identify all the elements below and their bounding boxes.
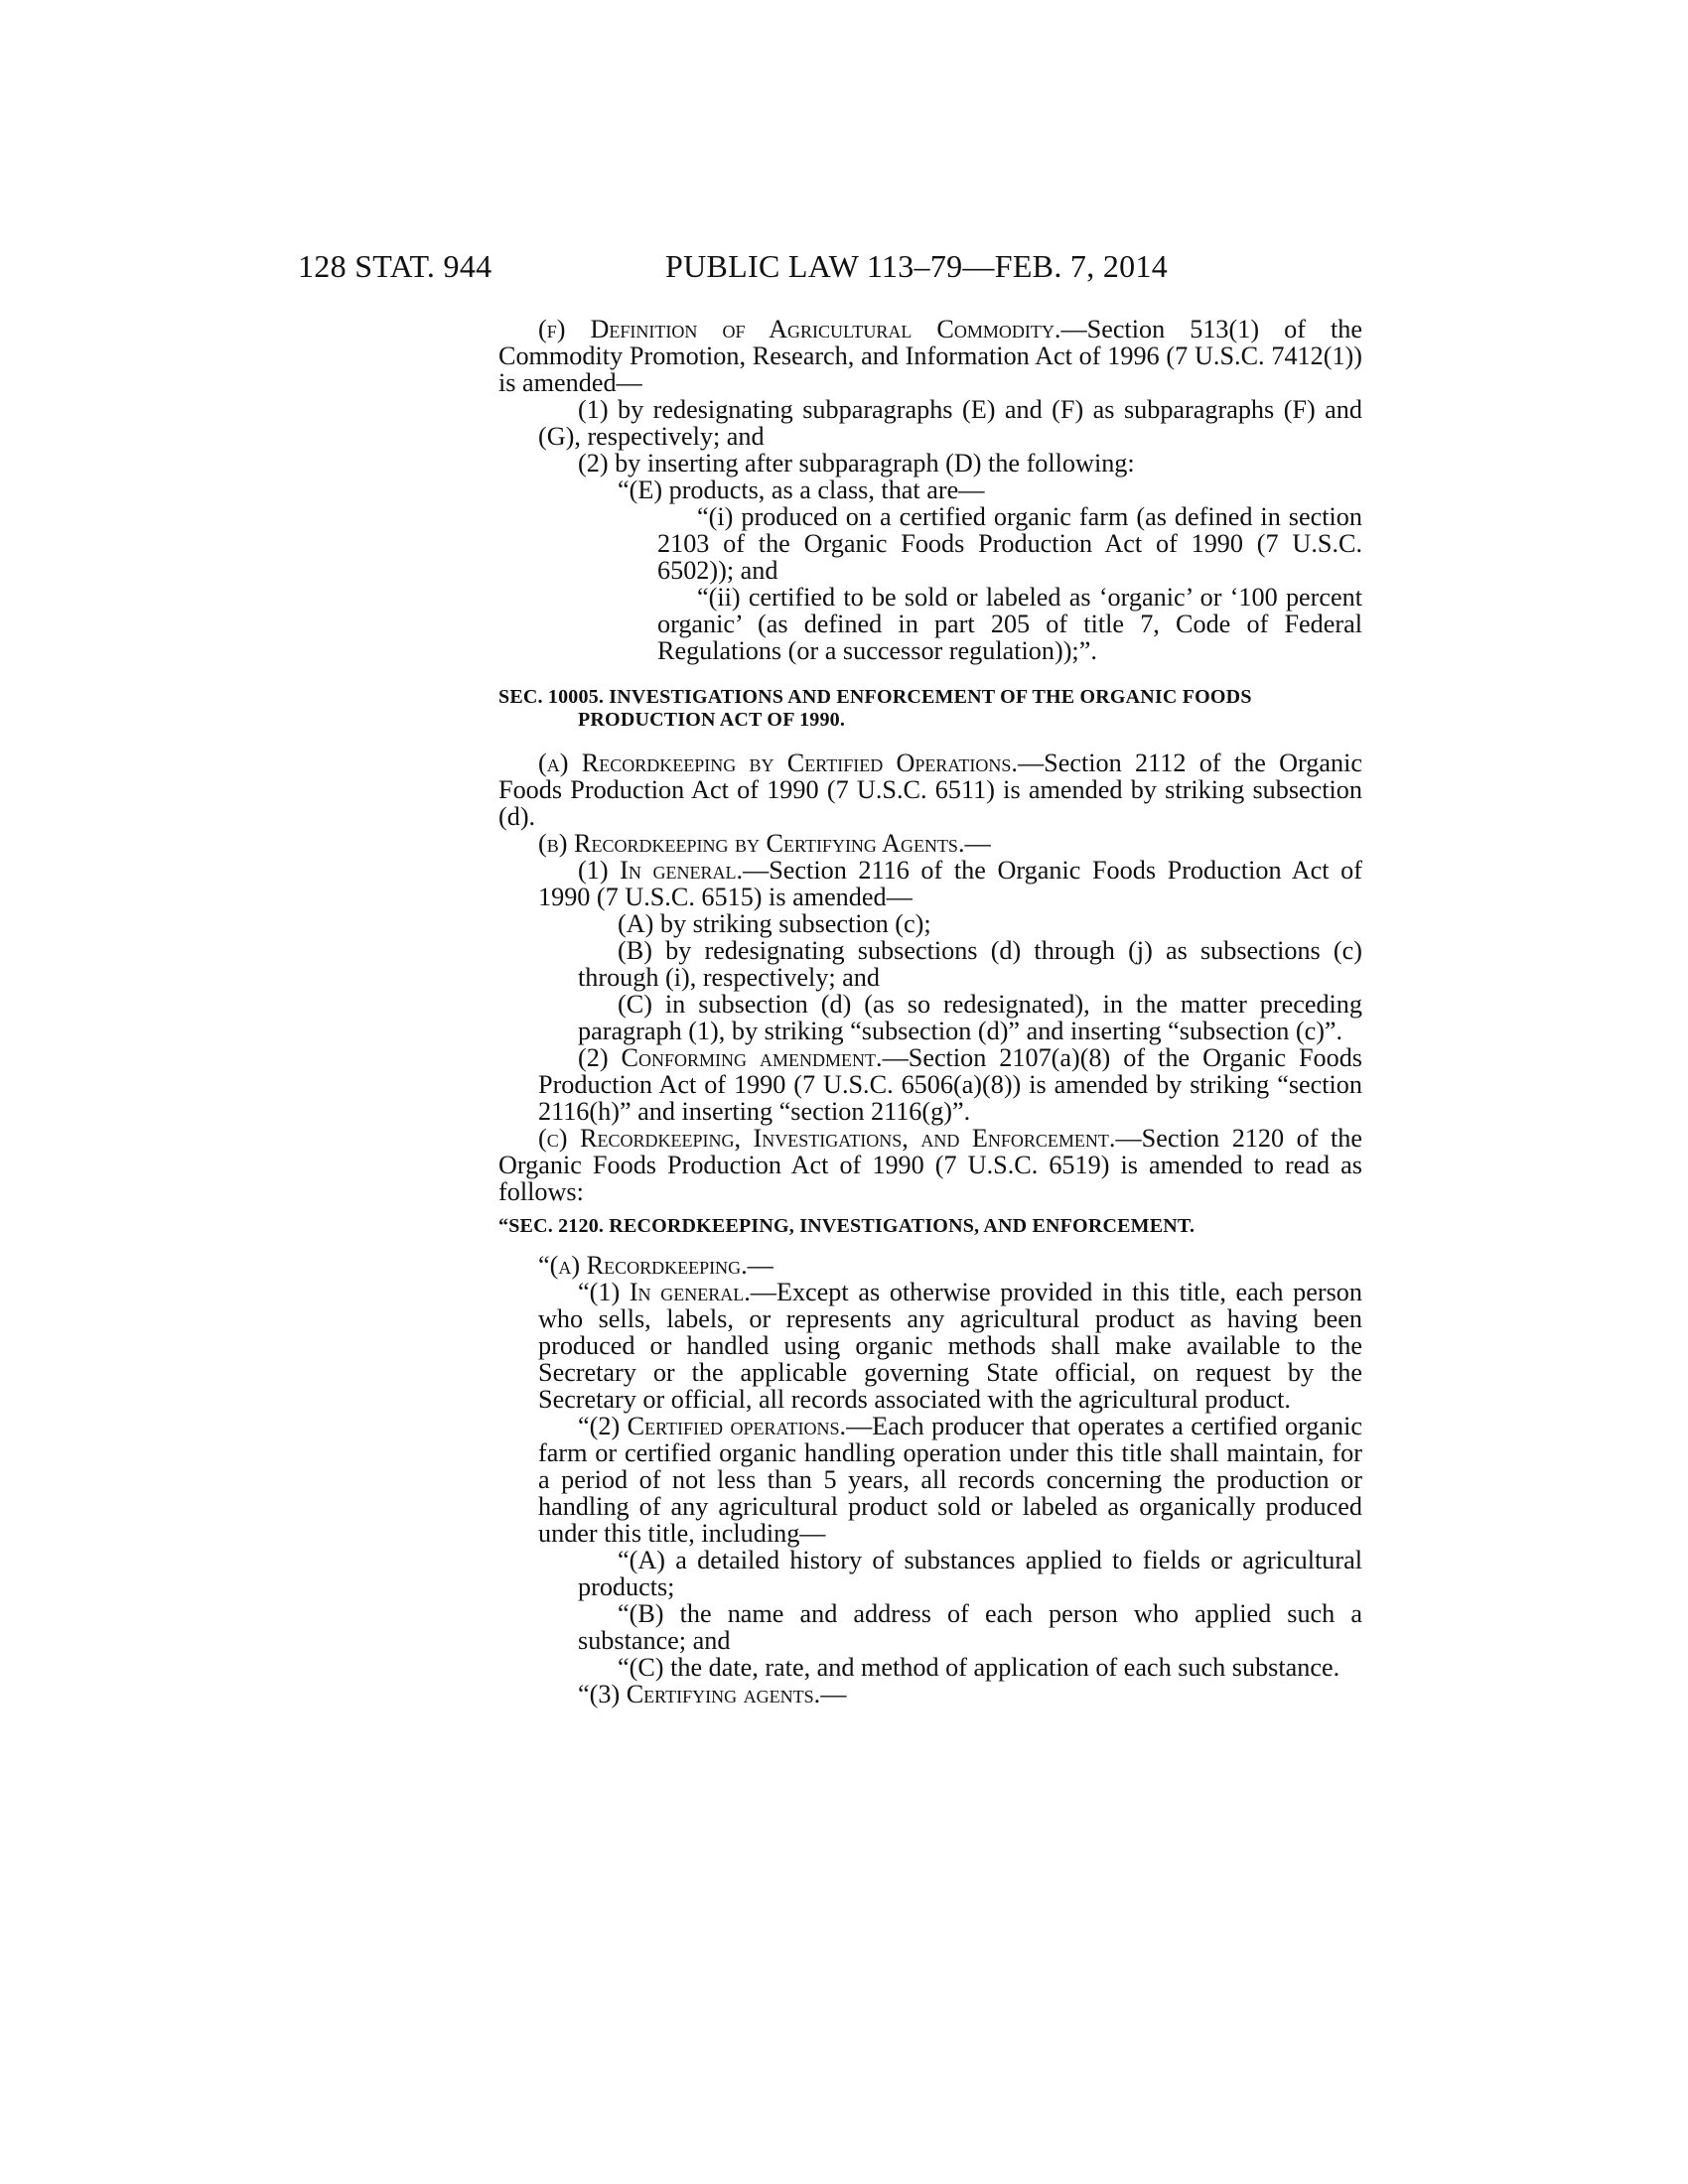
subsection-b-paragraph-1 [498,857,1362,910]
public-law-title: PUBLIC LAW 113–79—FEB. 7, 2014 [665,248,1169,284]
section-2120-a-1 [498,1279,1362,1413]
section-2120-a-2-A: “(A) a detailed history of substances applied to fields or agricultural products; [578,1546,1362,1601]
subsection-a [498,750,1362,830]
section-2120-a-2-heading: “(2) Certified operations. [578,1412,847,1440]
paragraph-1-text: —Section 2116 of the Organic Foods Production Act of 1990 (7 U.S.C. 6515) is amended— [538,856,1362,911]
subsection-c-text: —Section 2120 of the Organic Foods Production Act of 1990 (7 U.S.C. 6519) is amended to read as follows: [498,1124,1362,1206]
section-2120-a-2-text: —Each producer that operates a certified organic farm or certified organic handling operation under this title shall maintain, for a period of not less than 5 years, all records concerning the production or handling of any agricultural product sold or labeled as organically produced under this title, including— [538,1412,1363,1548]
subsection-f-text: —Section 513(1) of the Commodity Promotion, Research, and Information Act of 1996 (7 U.S.C. 7412(1)) is amended— [498,315,1362,397]
inserted-clause-ii: “(ii) certified to be sold or labeled as ‘organic’ or ‘100 percent organic’ (as defined in part 205 of title 7, Code of Federal Regulations (or a successor regulation));”. [657,583,1362,665]
inserted-subparagraph-e: “(E) products, as a class, that are— [618,476,985,504]
subsection-f [498,316,1362,396]
subparagraph-a: (A) by striking subsection (c); [618,909,931,938]
inserted-clause-i: “(i) produced on a certified organic farm (as defined in section 2103 of the Organic Foods Production Act of 1990 (7 U.S.C. 6502)); and [657,502,1362,585]
section-2120-a [498,1252,1362,1279]
subparagraph-c: (C) in subsection (d) (as so redesignated), in the matter preceding paragraph (1), by striking “subsection (d)” and inserting “subsection (c)”. [578,990,1362,1045]
subsection-f-heading: (f) Definition of Agricultural Commodity. [538,315,1061,343]
section-2120-a-text: — [747,1251,774,1280]
subparagraph-b: (B) by redesignating subsections (d) through (j) as subsections (c) through (i), respectively; and [578,936,1362,992]
subsection-f-paragraph-1: (1) by redesignating subparagraphs (E) and (F) as subparagraphs (F) and (G), respectively; and [538,395,1362,451]
subsection-b-text: — [964,829,991,858]
running-header [298,248,1370,298]
section-2120-a-1-text: —Except as otherwise provided in this title, each person who sells, labels, or represents any agricultural product as having been produced or handled using organic methods shall make available to the Secretary or the applicable governing State official, on request by the Secretary or official, all records associated with the agricultural product. [538,1278,1362,1414]
subsection-b-paragraph-2 [498,1044,1362,1125]
section-2120-a-3-heading: “(3) Certifying agents. [578,1680,821,1708]
subsection-b [498,830,1362,857]
subsection-a-text: —Section 2112 of the Organic Foods Production Act of 1990 (7 U.S.C. 6511) is amended by striking subsection (d). [498,749,1362,831]
section-10005-heading: SEC. 10005. INVESTIGATIONS AND ENFORCEMENT OF THE ORGANIC FOODS PRODUCTION ACT OF 1990. [498,686,1252,731]
paragraph-2-heading: (2) Conforming amendment. [578,1043,883,1072]
section-2120-a-2-B: “(B) the name and address of each person who applied such a substance; and [578,1599,1362,1655]
section-2120-a-heading: “(a) Recordkeeping. [538,1251,748,1280]
subsection-c-heading: (c) Recordkeeping, Investigations, and Enforcement. [538,1124,1116,1153]
subsection-c [498,1125,1362,1205]
document-body [498,316,1362,1707]
section-2120-heading: “SEC. 2120. RECORDKEEPING, INVESTIGATIONS, AND ENFORCEMENT. [498,1215,1196,1237]
section-2120-a-2-C: “(C) the date, rate, and method of application of each such substance. [618,1653,1340,1682]
stat-page-number: 128 STAT. 944 [298,248,492,284]
subsection-b-heading: (b) Recordkeeping by Certifying Agents. [538,829,965,858]
paragraph-1-heading: (1) In general. [578,856,744,885]
paragraph-2-text: —Section 2107(a)(8) of the Organic Foods Production Act of 1990 (7 U.S.C. 6506(a)(8)) is amended by striking “section 2116(h)” and inserting “section 2116(g)”. [538,1043,1362,1126]
section-2120-a-2 [498,1413,1362,1547]
section-2120-a-3 [498,1681,1362,1707]
subsection-f-paragraph-2: (2) by inserting after subparagraph (D) the following: [578,449,1135,478]
section-2120-a-3-text: — [820,1680,847,1708]
section-2120-a-1-heading: “(1) In general. [578,1278,751,1306]
subsection-a-heading: (a) Recordkeeping by Certified Operations. [538,749,1018,777]
